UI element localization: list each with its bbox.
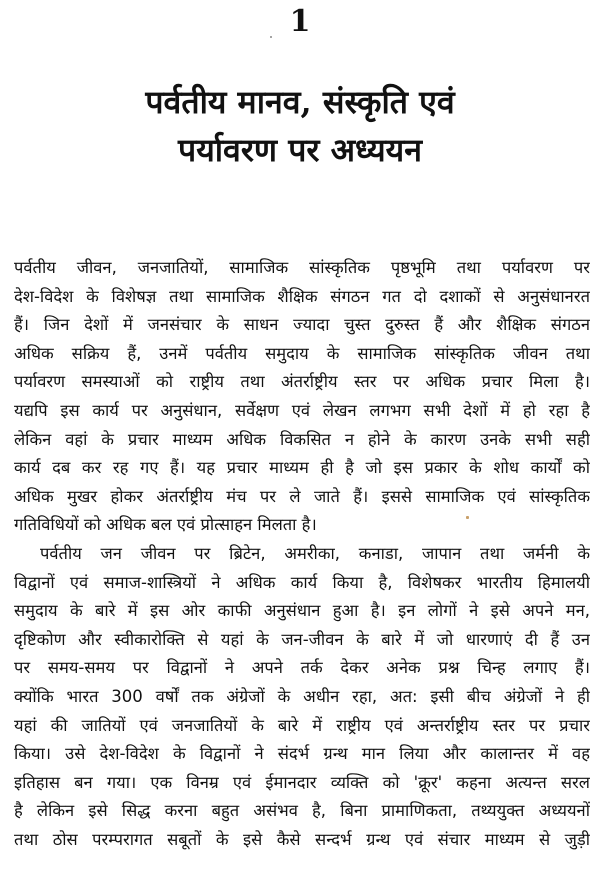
paragraph-2-line: समुदाय के बारे में इस ओर काफी अनुसंधान हुआ है। इन लोगों ने इसे अपने मन, [14, 601, 590, 621]
chapter-title [0, 78, 600, 174]
paragraph-1-line: लेकिन वहां के प्रचार माध्यम अधिक विकसित न होने के कारण उनके सभी सही [14, 429, 590, 449]
paragraph-2-line: पर्वतीय जन जीवन पर ब्रिटेन, अमरीका, कनाडा, जापान तथा जर्मनी के [40, 543, 590, 563]
chapter-number: 1 [289, 4, 311, 39]
paragraph-2-line: क्योंकि भारत 300 वर्षों तक अंग्रेजों के अधीन रहा, अत: इसी बीच अंग्रेजों ने ही [14, 686, 590, 706]
paragraph-1-line: हैं। जिन देशों में जनसंचार के साधन ज्यादा चुस्त दुरुस्त हैं और शैक्षिक संगठन [14, 315, 590, 335]
paragraph-1-line: पर्वतीय जीवन, जनजातियों, सामाजिक सांस्कृतिक पृष्ठभूमि तथा पर्यावरण पर [14, 258, 590, 277]
paragraph-1-line: अधिक मुखर होकर अंतर्राष्ट्रीय मंच पर ले जाते हैं। इससे सामाजिक एवं सांस्कृतिक [14, 486, 590, 506]
paragraph-1-line: गतिविधियों को अधिक बल एवं प्रोत्साहन मिलता है। [14, 515, 317, 535]
paragraph-1-line: कार्य दब कर रह गए हैं। यह प्रचार माध्यम ही है जो इस प्रकार के शोध कार्यों को [14, 458, 590, 478]
paragraph-2-line: दृष्टिकोण और स्वीकारोक्ति से यहां के जन-जीवन के बारे में जो धारणाएं दी हैं उन [14, 629, 590, 649]
paragraph-1-line: अधिक सक्रिय हैं, उनमें पर्वतीय समुदाय के सामाजिक सांस्कृतिक जीवन तथा [14, 343, 590, 363]
paragraph-2-line: इतिहास बन गया। एक विनम्र एवं ईमानदार व्यक्ति को 'क्रूर' कहना अत्यन्त सरल [14, 772, 590, 792]
chapter-title-line: पर्यावरण पर अध्ययन [178, 131, 422, 169]
paragraph-2-line: तथा ठोस परम्परागत सबूतों के इसे कैसे सन्दर्भ ग्रन्थ एवं संचार माध्यम से जुड़ी [14, 829, 590, 849]
paragraph-2-line: पर समय-समय पर विद्वानों ने अपने तर्क देकर अनेक प्रश्न चिन्ह लगाए हैं। [14, 658, 590, 678]
paragraph-2-line: विद्वानों एवं समाज-शास्त्रियों ने अधिक कार्य किया है, विशेषकर भारतीय हिमालयी [14, 572, 590, 592]
paragraph-1-line: पर्यावरण समस्याओं को राष्ट्रीय तथा अंतर्राष्ट्रीय स्तर पर अधिक प्रचार मिला है। [14, 372, 590, 392]
chapter-title-line: पर्वतीय मानव, संस्कृति एवं [145, 83, 455, 121]
body-text [14, 254, 590, 854]
paragraph-1-line: देश-विदेश के विशेषज्ञ तथा सामाजिक शैक्षिक संगठन गत दो दशाकों से अनुसंधानरत [14, 286, 590, 306]
paragraph-2-line: किया। उसे देश-विदेश के विद्वानों ने संदर्भ ग्रन्थ मान लिया और कालान्तर में वह [14, 744, 590, 764]
paragraph-2-line: यहां की जातियों एवं जनजातियों के बारे में राष्ट्रीय एवं अन्तर्राष्ट्रीय स्तर पर प्रचार [14, 715, 590, 735]
paragraph-1-line: यद्यपि इस कार्य पर अनुसंधान, सर्वेक्षण एवं लेखन लगभग सभी देशों में हो रहा है [14, 400, 590, 420]
paragraph-2-line: है लेकिन इसे सिद्ध करना बहुत असंभव है, बिना प्रामाणिकता, तथ्ययुक्त अध्ययनों [14, 801, 590, 821]
